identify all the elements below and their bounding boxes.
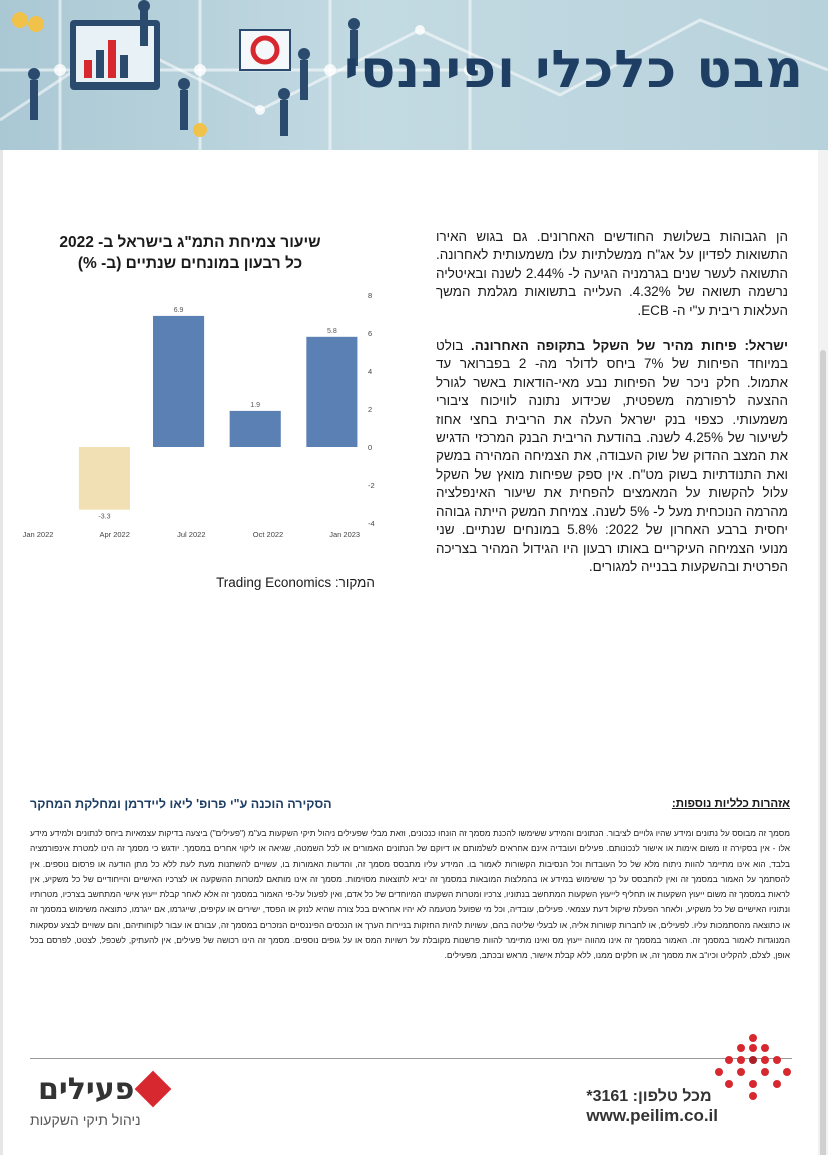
gdp-growth-chart (10, 285, 380, 545)
chart-y-tick-label: 6 (368, 329, 373, 338)
website-link[interactable]: www.peilim.co.il (586, 1106, 718, 1125)
chart-title-line-1: שיעור צמיחת התמ"ג בישראל ב- 2022 (59, 234, 321, 251)
footer-divider (30, 1058, 792, 1059)
chart-x-tick-label: Oct 2022 (252, 530, 284, 539)
chart-title-line-2: כל רבעון במונחים שנתיים (ב- %) (77, 255, 303, 272)
chart-data-label: 5.8 (327, 327, 337, 335)
article-text (436, 228, 788, 593)
chart-y-tick-label: 0 (368, 443, 373, 452)
chart-bar (153, 316, 204, 447)
chart-x-tick-label: Jan 2022 (22, 530, 54, 539)
chart-bar (79, 447, 130, 510)
disclaimer-heading: אזהרות כלליות נוספות: (671, 798, 790, 810)
scrollbar-thumb[interactable] (820, 350, 826, 1155)
prepared-by: הסקירה הוכנה ע"י פרופ' ליאו ליידרמן ומחלקת המחקר (30, 797, 332, 811)
article-paragraph-1: הן הגבוהות בשלושת החודשים האחרונים. גם בגוש האירו התשואות לפדיון על אג"ח ממשלתיות עלו משמעותית לאחרונה. התשואה לעשר שנים בגרמניה הגיעה ל- 2.44% לשנה ובאיטליה נרשמה תשואה של 4.32%. העלייה בתשואות מגלמת המשך העלאות ריבית ע"י ה- ECB. (436, 229, 788, 318)
chart-data-label: 6.9 (173, 306, 184, 314)
page-frame (0, 150, 3, 1155)
chart-bar (306, 337, 357, 447)
chart-y-tick-label: -4 (368, 519, 375, 528)
chart-x-tick-label: Jul 2022 (177, 530, 206, 539)
chart-source: המקור: Trading Economics (216, 575, 375, 590)
chart-y-tick-label: 2 (368, 405, 373, 414)
article-paragraph-2-lead: ישראל: פיחות מהיר של השקל בתקופה האחרונה. (471, 338, 788, 354)
peilim-logo (28, 1072, 228, 1132)
page-title: מבט כלכלי ופיננסי (343, 40, 804, 100)
dots-graphic-icon (713, 1030, 793, 1105)
article-paragraph-2-body: בולט במיוחד הפיחות של 7% ביחס לדולר מה- 2 בפברואר עד אתמול. חלק ניכר של הפיחות נבע מאי-הודאות באשר לגורל ההצעה לרפורמה משפטית, שכידוע נתונה לוויכוח ציבורי משמעותי. כצפוי בנק ישראל העלה את הריבית בחצי אחוז לשיעור של 4.25% לשנה. בהודעת הריבית הבנק המרכזי הדגיש את המצב ההדוק של שוק העבודה, את הצמיחה המהירה במשק ואת התנודתיות בשוק מט"ח. אין ספק שפיחות מואץ של השקל עלול להקשות על המאמצים להפחית את שיעור האינפלציה מהרמה הנוכחית מעל ל- 5% לשנה. צמיחת המשק הייתה גבוהה יחסית ברבע האחרון של 2022: 5.8% במונחים שנתיים. שני מנועי הצמיחה העיקריים באותו רבעון היו הגידול המהיר בצריכה הפרטית ובהשקעות בבנייה למגורים. (436, 338, 788, 574)
logo-name: פעילים (38, 1072, 135, 1107)
article-paragraph-2 (436, 337, 788, 576)
chart-y-tick-label: 8 (368, 291, 373, 300)
chart-x-tick-label: Apr 2022 (99, 530, 130, 539)
chart-title (40, 232, 340, 274)
chart-bar (230, 411, 281, 447)
chart-data-label: 1.9 (250, 401, 261, 409)
scrollbar-track[interactable] (818, 150, 828, 1155)
logo-tagline: ניהול תיקי השקעות (30, 1112, 141, 1128)
chart-x-tick-label: Jan 2023 (329, 530, 361, 539)
header-banner (0, 0, 828, 150)
chart-data-label: -3.3 (98, 513, 111, 521)
disclaimer-body: מסמך זה מבוסס על נתונים ומידע שהיו גלויים לציבור. הנתונים והמידע ששימשו להכנת מסמך זה הונחו כנכונים, וזאת מבלי שפעילים ניהול תיקי השקעות בע"מ ("פעילים") ביצעה בדיקות עצמאיות ביחס לנתונים ולמידע מידע אלו - אין בסקירה זו משום אימות או אישור לנכונותם. פעילים ועובדיה אינם אחראים לשלמותם או דיוקם של הנתונים האמורים או לכל השמטה, שגיאה או ליקוי אחרים במסמך. יודגש כי מסמך זה הינו למטרת אינפורמציה בלבד, הוא אינו מתיימר להוות ניתוח מלא של כל העובדות וכל הנסיבות הקשורות לאמור בו. המידע עליו מתבסס מסמך זה, והדעות האמורות בו, עשויים להשתנות מעת לעת ללא כל מתן הודעה או פרסום נוספים. אין להסתמך על האמור במסמך זה ואין להתבסס על כך ששימוש במידע או בהמלצות המובאות במסמך זה יביא לתוצאות מסוימות. מסמך זה אינו מותאם למטרות ההשקעה או לצרכיו האישיים והייחודיים של כל משקיע, אין לראות במסמך זה משום ייעוץ השקעות או תחליף לייעוץ השקעות המתחשב בנתוניו, צרכיו ומטרות השקעתו המיוחדים של כל אדם, ואין לפעול על-פי האמור במסמך זה אלא לאחר קבלת ייעוץ אישי המתחשב בצרכיו, מטרותיו ונתוניו האישיים של כל משקיע, ולאחר הפעלת שיקול דעת עצמאי. פעילים, עובדיה, וכל מי שפועל מטעמה לא יהיו אחראים בכל צורה שהיא לנזק או הפסד, ישירים או עקיפים, שייגרמו, אם ייגרמו, כתוצאה משימוש במסמך זה או כתוצאה מהסתמכות עליו. לפעילים, או לחברות קשורות אליה, או לבעלי שליטה בהם, עשויות להיות החזקות בניירות הערך או הנכסים הפיננסיים הנזכרים במסמך זה, עבורם או עבור לקוחותיהם, והם עשויים לבצע עסקאות המנוגדות לאמור במסמך זה. האמור במסמך זה אינו מהווה ייעוץ מס ואינו מתיימר להוות פרשנות מקובלת על רשויות המס או על גופים נוספים. מסמך זה הינו רכושה של פעילים, אין להעתיק, לשכפל, לצטט, לפרסם בכל אופן, לצלם, להקליט וכיו"ב את מסמך זה, או חלקים ממנו, ללא קבלת אישור, מראש ובכתב, מפעילים. (30, 828, 790, 961)
logo-diamond-icon (135, 1071, 172, 1108)
contact-info (586, 1088, 718, 1126)
chart-y-tick-label: -2 (368, 481, 375, 490)
chart-y-tick-label: 4 (368, 367, 373, 376)
phone-number: מכל טלפון: 3161* (586, 1088, 712, 1105)
